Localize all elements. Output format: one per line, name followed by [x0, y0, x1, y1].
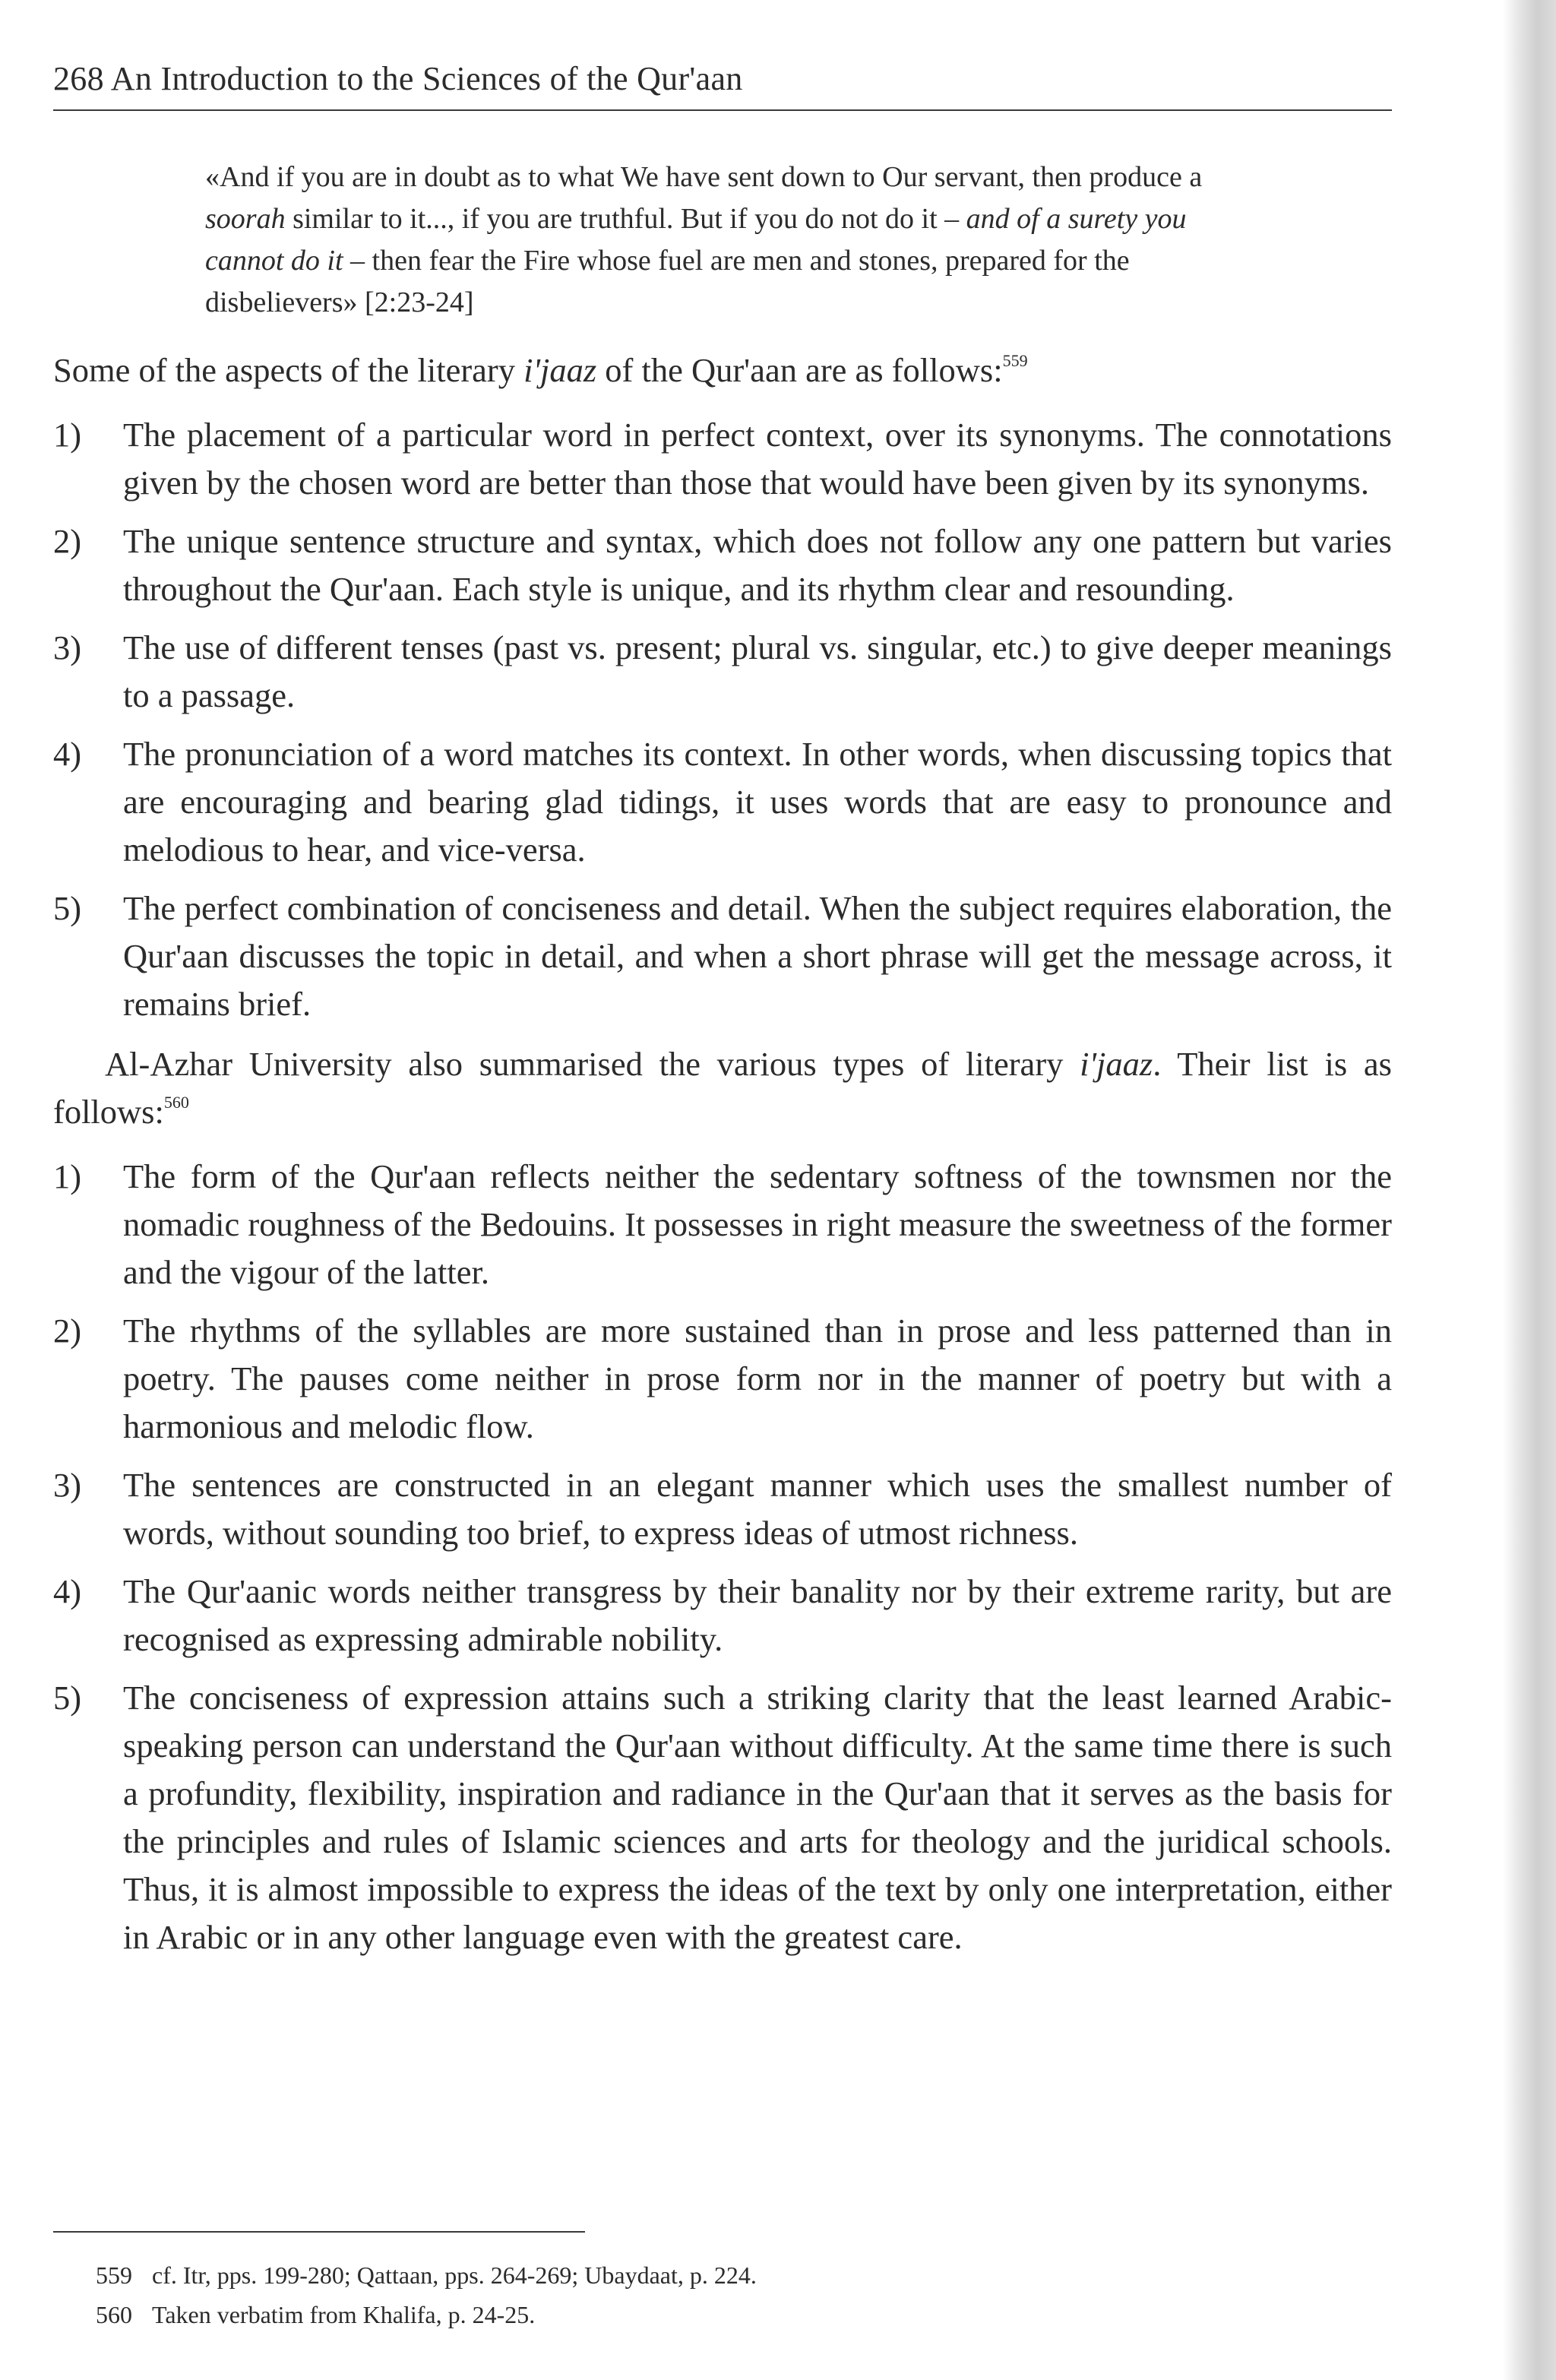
list-text: The pronunciation of a word matches its context. In other words, when discussing topics that are encouraging and bearing glad tidings, it uses words that are easy to pronounce and melodious to hear, and vice-versa.: [123, 735, 1392, 869]
quran-quote: [205, 157, 1254, 324]
list-item: [53, 624, 1392, 720]
list-number: 5): [53, 889, 82, 927]
footnote-number: 560: [96, 2301, 132, 2328]
list-number: 1): [53, 1157, 82, 1195]
list-text: The placement of a particular word in perfect context, over its synonyms. The connotations given by the chosen word are better than those that would have been given by its synonyms.: [123, 416, 1392, 502]
main-text: [53, 347, 1392, 1973]
list-number: 2): [53, 522, 82, 560]
quote-text-3: – then fear the Fire whose fuel are men and stones, prepared for the disbelievers» [2:23-24]: [205, 245, 1130, 318]
list-text: The conciseness of expression attains such a striking clarity that the least learned Arabic-speaking person can understand the Qur'aan without difficulty. At the same time there is such a profundity, flexibility, inspiration and radiance in the Qur'aan that it serves as the basis for the principles and rules of Islamic sciences and arts for theology and the juridical schools. Thus, it is almost impossible to express the ideas of the text by only one interpretation, either in Arabic or in any other language even with the greatest care.: [123, 1679, 1392, 1956]
aspects-list: [53, 411, 1392, 1028]
quote-text-2: similar to it..., if you are truthful. But if you do not do it –: [285, 203, 966, 235]
list-text: The sentences are constructed in an elegant manner which uses the smallest number of words, without sounding too brief, to express ideas of utmost richness.: [123, 1466, 1392, 1552]
running-header: [53, 58, 1390, 100]
footnote-text: Taken verbatim from Khalifa, p. 24-25.: [152, 2301, 536, 2328]
footnote-ref-560: 560: [163, 1093, 189, 1112]
list-number: 5): [53, 1679, 82, 1717]
list-number: 1): [53, 416, 82, 454]
list-number: 3): [53, 1466, 82, 1504]
footnote-ref-559: 559: [1002, 351, 1028, 370]
quote-text-1: «And if you are in doubt as to what We have sent down to Our servant, then produce a: [205, 161, 1203, 193]
header-rule: [53, 109, 1392, 111]
intro-paragraph: Some of the aspects of the literary i'jaaz of the Qur'aan are as follows:$^{559}$: [53, 351, 1028, 389]
list-text: The form of the Qur'aan reflects neither the sedentary softness of the townsmen nor the nomadic roughness of the Bedouins. It possesses in right measure the sweetness of the former and the vigour of the latter.: [123, 1157, 1392, 1291]
list-item: [53, 1568, 1392, 1663]
book-title: An Introduction to the Sciences of the Qur'aan: [110, 60, 743, 97]
quote-italic-phrase: and of a surety you cannot do it: [205, 203, 1187, 277]
list-number: 3): [53, 628, 82, 666]
list-item: [53, 1674, 1392, 1961]
term-ijaaz: i'jaaz: [523, 351, 597, 389]
term-ijaaz: i'jaaz: [1080, 1045, 1153, 1083]
quote-italic-soorah: soorah: [205, 203, 286, 235]
list-item: [53, 517, 1392, 613]
list-item: [53, 1461, 1392, 1557]
list-item: [53, 411, 1392, 507]
footnote-560: [96, 2295, 1372, 2334]
types-list: [53, 1153, 1392, 1961]
list-item: [53, 1307, 1392, 1451]
page-edge-shadow: [1503, 0, 1556, 2380]
azhar-paragraph: Al-Azhar University also summarised the various types of literary i'jaaz. Their list is as follows:$^{560}$: [53, 1045, 1392, 1131]
list-text: The unique sentence structure and syntax, which does not follow any one pattern but varies throughout the Qur'aan. Each style is unique, and its rhythm clear and resounding.: [123, 522, 1392, 608]
list-number: 4): [53, 1572, 82, 1610]
list-text: The perfect combination of conciseness and detail. When the subject requires elaboration, the Qur'aan discusses the topic in detail, and when a short phrase will get the message across, it remains brief.: [123, 889, 1392, 1023]
footnote-559: [96, 2255, 1372, 2295]
list-item: [53, 730, 1392, 874]
list-item: [53, 885, 1392, 1028]
list-text: The Qur'aanic words neither transgress by their banality nor by their extreme rarity, but are recognised as expressing admirable nobility.: [123, 1572, 1392, 1658]
footnote-text: cf. Itr, pps. 199-280; Qattaan, pps. 264-269; Ubaydaat, p. 224.: [152, 2261, 757, 2289]
list-text: The rhythms of the syllables are more sustained than in prose and less patterned than in poetry. The pauses come neither in prose form nor in the manner of poetry but with a harmonious and melodic flow.: [123, 1312, 1392, 1445]
list-number: 2): [53, 1312, 82, 1350]
footnotes: [96, 2255, 1372, 2334]
page-number: 268: [53, 60, 104, 97]
footnote-rule: [53, 2231, 585, 2233]
list-item: [53, 1153, 1392, 1296]
footnote-number: 559: [96, 2261, 132, 2289]
list-text: The use of different tenses (past vs. present; plural vs. singular, etc.) to give deeper meanings to a passage.: [123, 628, 1392, 714]
list-number: 4): [53, 735, 82, 773]
